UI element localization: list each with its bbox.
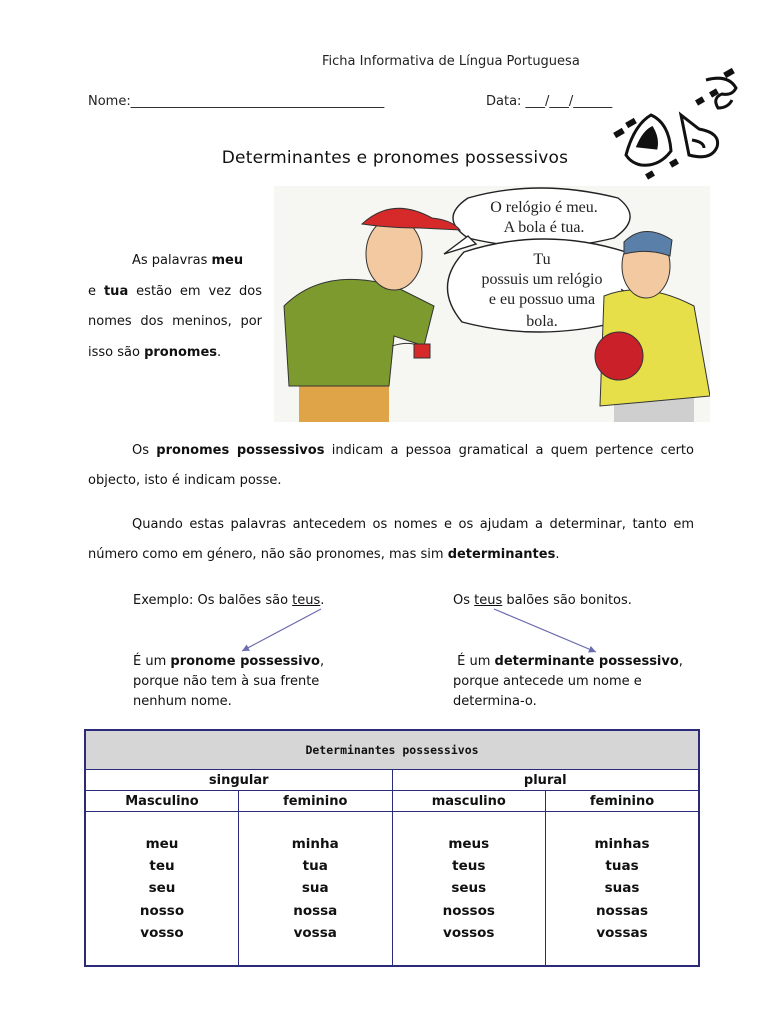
- speech-boy2-line3: e eu possuo uma: [488, 291, 596, 308]
- expl-right-bold: determinante possessivo: [494, 654, 679, 669]
- table-cell: meu: [145, 835, 179, 852]
- example-left: [133, 591, 324, 611]
- example-right-word: teus: [474, 593, 503, 608]
- arrow-to-determinante: [494, 609, 596, 652]
- table-cell: minhas: [594, 835, 650, 852]
- expl-right-4: determina-o.: [453, 694, 537, 709]
- intro-text-2: e: [88, 283, 104, 299]
- table-cell: vossa: [293, 924, 337, 941]
- table-cell: minha: [291, 835, 339, 852]
- abc-letters-icon: [606, 60, 756, 190]
- table-cell: vosso: [140, 924, 184, 941]
- expl-left-3: porque não tem à sua frente: [133, 674, 320, 689]
- example-left-suffix: .: [320, 593, 325, 608]
- example-right-suffix: balões são bonitos.: [502, 593, 632, 608]
- table-cell: meus: [448, 835, 490, 852]
- para1-bold: pronomes possessivos: [156, 443, 325, 458]
- table-cell: teus: [452, 858, 486, 875]
- column-masc-sing: [85, 812, 239, 967]
- intro-text-3: estão em vez dos nomes dos meninos, por isso são: [88, 283, 262, 360]
- col-header-fem-plur: feminino: [546, 791, 700, 812]
- table-cell: sua: [301, 880, 329, 897]
- column-fem-sing: [239, 812, 393, 967]
- col-header-masc-sing: Masculino: [85, 791, 239, 812]
- col-header-masc-plur: masculino: [392, 791, 546, 812]
- group-plural: plural: [392, 770, 699, 791]
- table-cell: seu: [148, 880, 176, 897]
- speech-boy2-line2: possuis um relógio: [481, 271, 603, 288]
- speech-boy2-line1: Tu: [533, 251, 551, 268]
- table-cell: nosso: [139, 902, 185, 919]
- expl-right-1: É um: [453, 654, 495, 669]
- table-cell: seus: [451, 880, 487, 897]
- expl-left-4: nenhum nome.: [133, 694, 232, 709]
- possessives-table: [84, 729, 700, 967]
- intro-text-1: As palavras: [132, 253, 212, 268]
- illustration: [274, 186, 710, 422]
- paragraph-pronomes: [88, 436, 694, 496]
- intro-text-4: .: [217, 344, 222, 360]
- table-cell: vossas: [596, 924, 648, 941]
- two-boys-illustration: [274, 186, 710, 422]
- expl-left-bold: pronome possessivo: [170, 654, 320, 669]
- speech-bubble-left: [453, 188, 630, 247]
- intro-word-pronomes: pronomes: [144, 344, 218, 360]
- table-cell: suas: [604, 880, 640, 897]
- column-masc-plur: [392, 812, 546, 967]
- para2-bold: determinantes: [447, 547, 556, 562]
- explanation-left: [133, 652, 324, 712]
- table-cell: tuas: [605, 858, 639, 875]
- table-cell: nossos: [442, 902, 495, 919]
- example-left-word: teus: [292, 593, 321, 608]
- doc-title: Ficha Informativa de Língua Portuguesa: [322, 54, 580, 69]
- speech-boy1-line1: O relógio é meu.: [490, 199, 598, 216]
- table-cell: nossa: [293, 902, 338, 919]
- para2-text-1: Quando estas palavras antecedem os nomes e os ajudam a determinar, tanto em número como em género, não são pronomes, mas sim: [88, 517, 694, 562]
- table-cell: vossos: [443, 924, 495, 941]
- explanation-right: [453, 652, 683, 712]
- col-header-fem-sing: feminino: [239, 791, 393, 812]
- example-left-prefix: Exemplo: Os balões são: [133, 593, 293, 608]
- column-fem-plur: [546, 812, 700, 967]
- expl-right-3: porque antecede um nome e: [453, 674, 642, 689]
- example-right-prefix: Os: [453, 593, 475, 608]
- expl-left-2: ,: [319, 654, 325, 669]
- paragraph-determinantes: [88, 510, 694, 570]
- group-singular: singular: [85, 770, 392, 791]
- example-right: [453, 591, 632, 611]
- intro-word-meu: meu: [211, 253, 244, 268]
- table-caption: Determinantes possessivos: [85, 730, 699, 770]
- speech-boy2-line4: bola.: [526, 313, 558, 330]
- intro-paragraph: [88, 246, 262, 368]
- name-field[interactable]: Nome:_______________________________________: [88, 94, 385, 109]
- expl-right-2: ,: [678, 654, 683, 669]
- arrow-to-pronome: [242, 609, 321, 651]
- para1-text-2: indicam a pessoa gramatical a quem pertence certo objecto, isto é indicam posse.: [88, 443, 694, 488]
- expl-left-1: É um: [133, 654, 171, 669]
- date-field[interactable]: Data: ___/___/______: [486, 94, 613, 109]
- table-cell: tua: [302, 858, 328, 875]
- table-cell: teu: [149, 858, 175, 875]
- table-cell: nossas: [595, 902, 649, 919]
- page-title: Determinantes e pronomes possessivos: [221, 148, 569, 168]
- speech-boy1-line2: A bola é tua.: [503, 219, 585, 236]
- para2-text-2: .: [555, 547, 560, 562]
- intro-word-tua: tua: [103, 283, 129, 299]
- para1-text-1: Os: [132, 443, 157, 458]
